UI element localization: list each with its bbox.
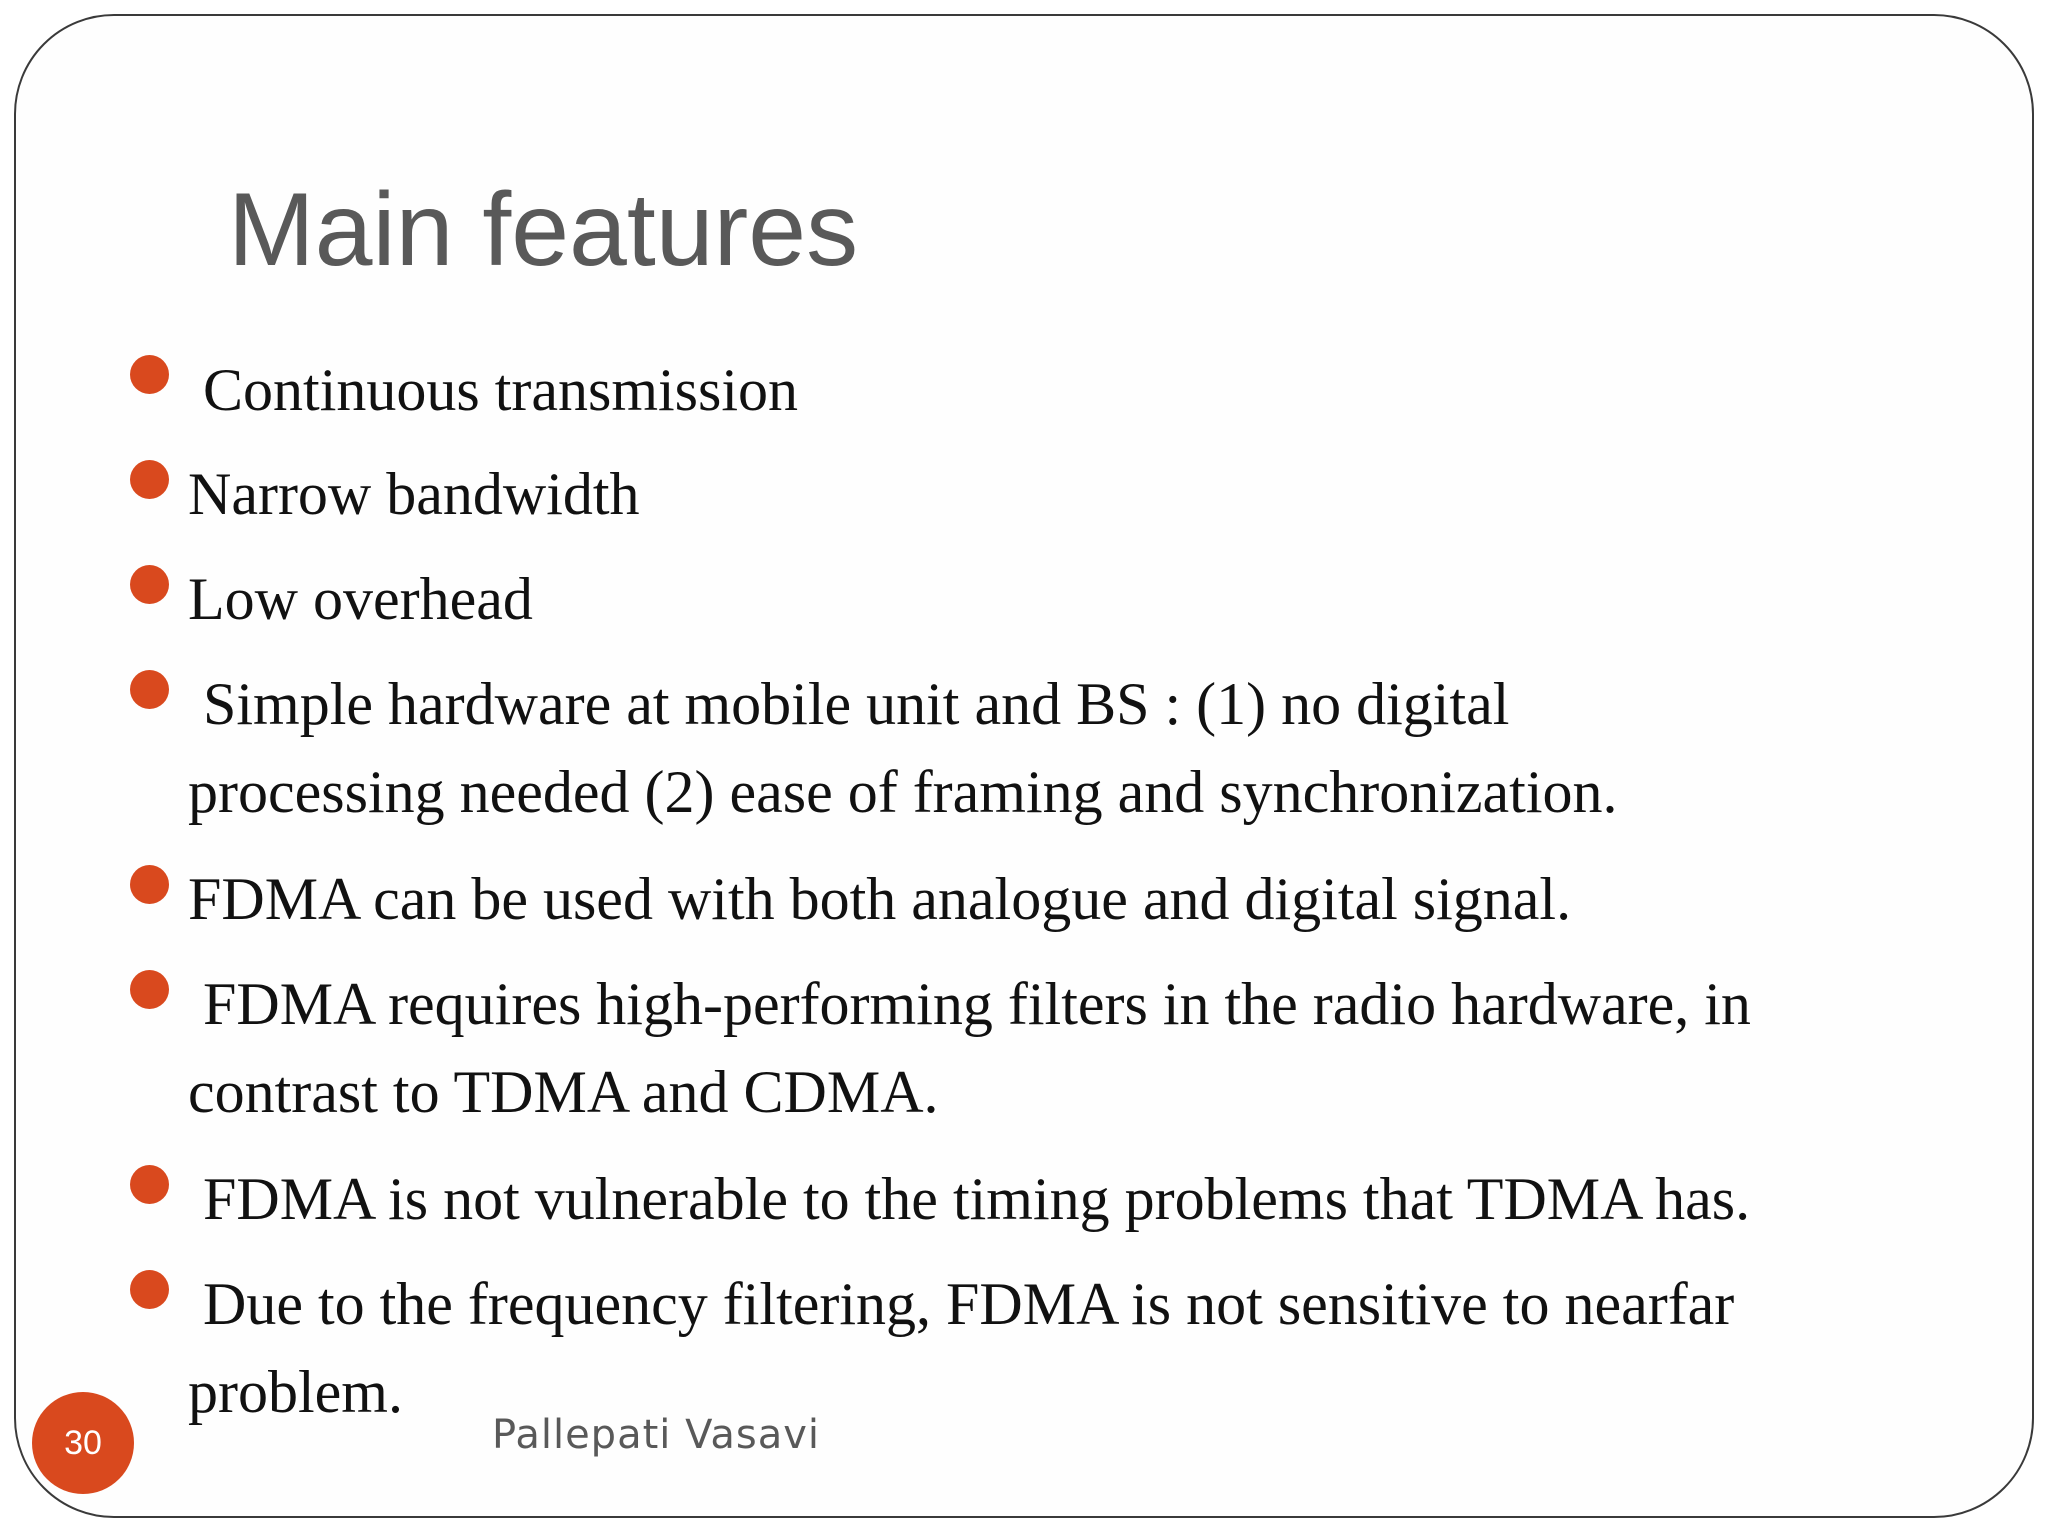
bullet-text: Continuous transmission bbox=[188, 357, 799, 423]
page-number-badge bbox=[32, 1392, 134, 1494]
bullet-text: Narrow bandwidth bbox=[188, 461, 640, 527]
page-number: 30 bbox=[64, 1423, 102, 1462]
bullet-dot-icon bbox=[130, 1270, 169, 1309]
footer-author: Pallepati Vasavi bbox=[492, 1412, 820, 1458]
bullet-dot-icon bbox=[130, 355, 169, 394]
bullet-text: Simple hardware at mobile unit and BS : (1) no digital bbox=[188, 671, 1510, 737]
bullet-text-continuation: contrast to TDMA and CDMA. bbox=[188, 1059, 939, 1125]
bullet-dot-icon bbox=[130, 865, 169, 904]
bullet-dot-icon bbox=[130, 565, 169, 604]
bullet-dot-icon bbox=[130, 1165, 169, 1204]
bullet-text: Low overhead bbox=[188, 566, 533, 632]
bullet-text: FDMA can be used with both analogue and digital signal. bbox=[188, 866, 1572, 932]
bullet-text: FDMA requires high-performing filters in the radio hardware, in bbox=[188, 971, 1751, 1037]
bullet-dot-icon bbox=[130, 460, 169, 499]
bullet-text: Due to the frequency filtering, FDMA is not sensitive to nearfar bbox=[188, 1271, 1735, 1337]
bullet-text-continuation: problem. bbox=[188, 1359, 403, 1425]
bullet-dot-icon bbox=[130, 970, 169, 1009]
slide-title: Main features bbox=[228, 172, 859, 288]
bullet-dot-icon bbox=[130, 670, 169, 709]
bullet-text-continuation: processing needed (2) ease of framing and synchronization. bbox=[188, 759, 1618, 825]
bullet-text: FDMA is not vulnerable to the timing problems that TDMA has. bbox=[188, 1166, 1751, 1232]
